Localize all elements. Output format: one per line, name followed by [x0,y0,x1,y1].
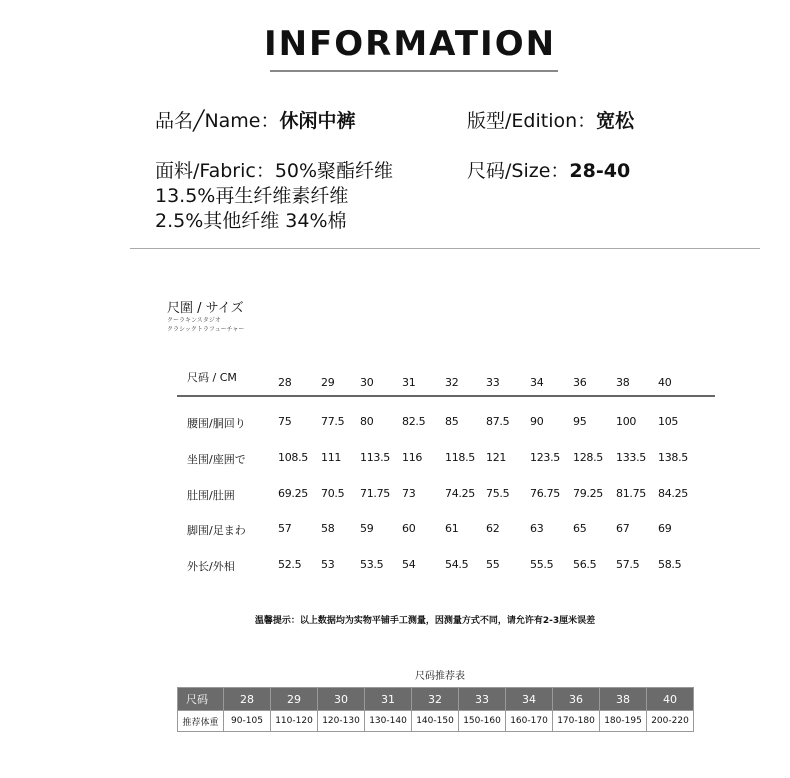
size-column-header: 31 [402,376,416,389]
recommendation-table [177,687,694,732]
recommendation-size-header: 30 [318,688,365,711]
recommendation-size-header: 36 [553,688,600,711]
measurement-cell: 57.5 [616,558,640,571]
measurement-cell: 74.25 [445,487,475,500]
measurement-cell: 80 [360,415,374,428]
measurement-cell: 58 [321,522,335,535]
recommendation-row-label: 推荐体重 [178,711,224,732]
measurement-row-label: 腰围/胴回り [187,417,246,430]
measurement-row-label: 脚围/足まわ [187,524,246,537]
recommendation-weight-cell: 160-170 [506,711,553,732]
measurement-cell: 138.5 [658,451,688,464]
measurement-cell: 54 [402,558,416,571]
recommendation-size-header: 31 [365,688,412,711]
size-column-header: 40 [658,376,672,389]
measurement-cell: 53.5 [360,558,384,571]
recommendation-weight-cell: 110-120 [271,711,318,732]
measurement-cell: 79.25 [573,487,603,500]
measurement-row-label: 肚围/肚囲 [187,489,235,502]
measurement-cell: 59 [360,522,374,535]
name-info [155,106,356,133]
fabric-line-3: 2.5%其他纤维 34%棉 [155,210,347,232]
size-column-header: 38 [616,376,630,389]
measurement-cell: 69.25 [278,487,308,500]
size-column-header: 30 [360,376,374,389]
measurement-cell: 73 [402,487,416,500]
recommendation-weight-cell: 150-160 [459,711,506,732]
measurement-cell: 95 [573,415,587,428]
measurement-cell: 100 [616,415,637,428]
size-value: 28-40 [569,160,631,182]
measurement-cell: 75.5 [486,487,510,500]
size-chart-subtitle-1: クーラキンスタジオ [167,317,221,324]
recommendation-header-row [178,688,694,711]
recommendation-weight-row [178,711,694,732]
recommendation-size-header: 32 [412,688,459,711]
measurement-cell: 123.5 [530,451,560,464]
size-column-header: 29 [321,376,335,389]
measurement-note: 温馨提示：以上数据均为实物平铺手工测量，因测量方式不同，请允许有2-3厘米误差 [254,616,596,626]
size-chart-heading: 尺圍 / サイズ [167,301,244,316]
measurement-cell: 52.5 [278,558,302,571]
name-value: 休闲中裤 [279,110,356,132]
measurement-cell: 82.5 [402,415,426,428]
recommendation-size-header: 29 [271,688,318,711]
recommendation-size-header: 40 [647,688,694,711]
measurement-cell: 53 [321,558,335,571]
measurement-cell: 57 [278,522,292,535]
recommendation-title: 尺码推荐表 [415,671,465,682]
measurement-cell: 70.5 [321,487,345,500]
recommendation-size-header: 28 [224,688,271,711]
recommendation-weight-cell: 90-105 [224,711,271,732]
size-column-header: 34 [530,376,544,389]
measurement-cell: 118.5 [445,451,475,464]
measurement-cell: 56.5 [573,558,597,571]
measurement-cell: 84.25 [658,487,688,500]
measurement-cell: 69 [658,522,672,535]
edition-label: 版型/Edition： [467,110,597,132]
measurement-cell: 108.5 [278,451,308,464]
size-chart-subtitle-2: クラシックトラフューチャー [167,326,245,333]
measurement-cell: 133.5 [616,451,646,464]
recommendation-header-label: 尺码 [178,688,224,711]
measurement-cell: 87.5 [486,415,510,428]
measurement-cell: 55.5 [530,558,554,571]
recommendation-weight-cell: 130-140 [365,711,412,732]
measurement-row-label: 外长/外相 [187,560,235,573]
recommendation-size-header: 38 [600,688,647,711]
measurement-cell: 85 [445,415,459,428]
measurement-cell: 128.5 [573,451,603,464]
measurement-cell: 65 [573,522,587,535]
measurement-cell: 62 [486,522,500,535]
measurement-cell: 76.75 [530,487,560,500]
page-title: INFORMATION [263,24,557,64]
measurement-cell: 54.5 [445,558,469,571]
measurement-cell: 67 [616,522,630,535]
size-column-header: 36 [573,376,587,389]
size-column-header: 32 [445,376,459,389]
measurement-cell: 105 [658,415,679,428]
size-label: 尺码/Size： [467,160,570,182]
measurement-cell: 58.5 [658,558,682,571]
measurement-cell: 111 [321,451,342,464]
fabric-line-2: 13.5%再生纤维素纤维 [155,185,349,207]
recommendation-weight-cell: 170-180 [553,711,600,732]
size-info [467,156,630,183]
measurement-cell: 63 [530,522,544,535]
measurement-cell: 55 [486,558,500,571]
section-divider [130,248,760,249]
measurement-cell: 116 [402,451,423,464]
measurement-cell: 75 [278,415,292,428]
measurement-cell: 71.75 [360,487,390,500]
measurement-cell: 60 [402,522,416,535]
edition-value: 宽松 [596,110,635,132]
size-chart-header-line [177,395,715,397]
measurement-cell: 121 [486,451,507,464]
name-label: 品名╱Name： [155,110,280,132]
recommendation-weight-cell: 120-130 [318,711,365,732]
recommendation-weight-cell: 140-150 [412,711,459,732]
recommendation-size-header: 33 [459,688,506,711]
measurement-row-label: 坐围/座囲で [187,453,246,466]
measurement-cell: 90 [530,415,544,428]
measurement-cell: 77.5 [321,415,345,428]
measurement-cell: 61 [445,522,459,535]
edition-info [467,106,634,133]
measurement-cell: 113.5 [360,451,390,464]
size-column-header: 28 [278,376,292,389]
size-column-header: 33 [486,376,500,389]
recommendation-weight-cell: 180-195 [600,711,647,732]
size-chart-header-label: 尺码 / CM [187,371,237,384]
fabric-line-1: 面料/Fabric：50%聚酯纤维 [155,160,394,182]
recommendation-weight-cell: 200-220 [647,711,694,732]
recommendation-size-header: 34 [506,688,553,711]
title-underline [270,70,558,72]
measurement-cell: 81.75 [616,487,646,500]
